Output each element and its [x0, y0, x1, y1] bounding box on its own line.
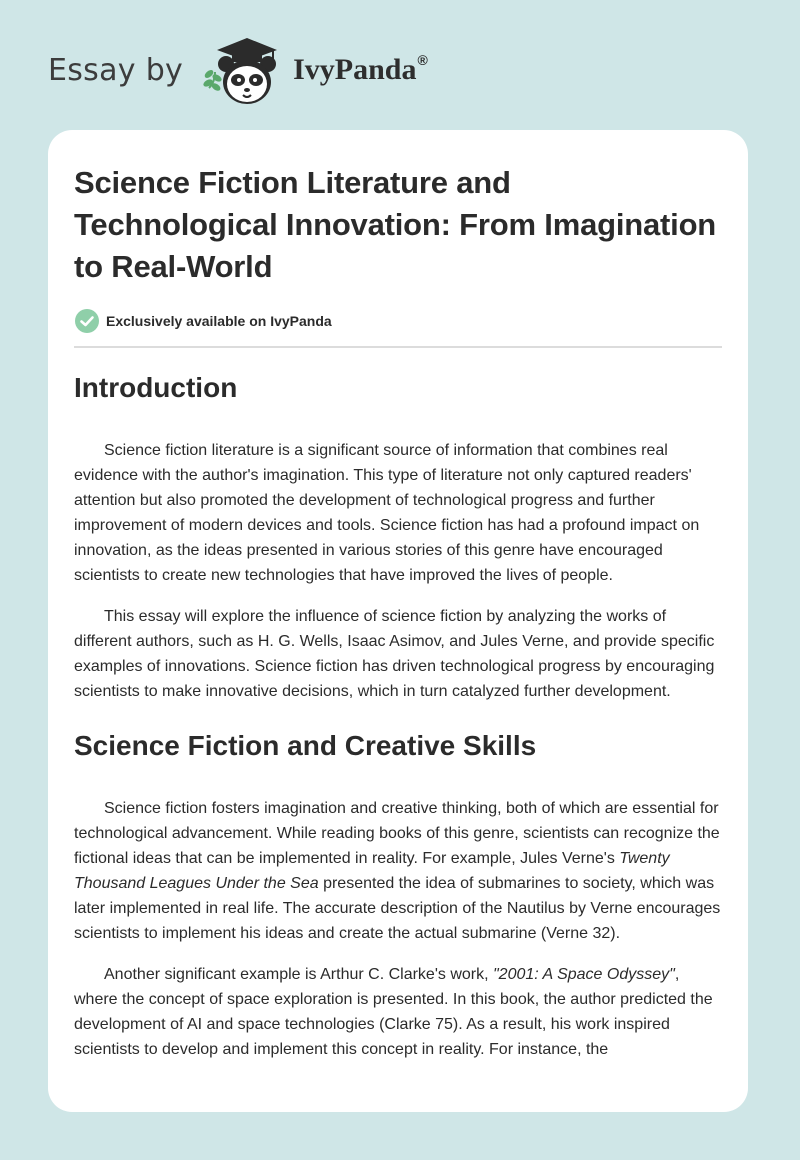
- panda-logo-icon: [199, 30, 287, 110]
- book-title: "2001: A Space Odyssey": [492, 966, 675, 983]
- paragraph: This essay will explore the influence of science fiction by analyzing the works of different authors, such as H. G. Wells, Isaac Asimov, and Jules Verne, and provide specific examples of innovations. Science fiction has driven technological progress by encouraging scientists to make innovative decisions, which in turn catalyzed further development.: [74, 608, 715, 700]
- paragraph-text: Science fiction fosters imagination and creative thinking, both of which are essential for technological advancement. While reading books of this genre, scientists can recognize the fictional ideas that can be implemented in reality. For example, Jules Verne's: [74, 800, 720, 867]
- essay-card: [48, 130, 748, 1112]
- exclusive-badge-label: Exclusively available on IvyPanda: [106, 313, 332, 329]
- essay-title: Science Fiction Literature and Technological Innovation: From Imagination to Real-World: [74, 165, 717, 284]
- paragraph: Science fiction literature is a significant source of information that combines real evidence with the author's imagination. This type of literature not only captured readers' attention but also promoted the development of technological progress and further improvement of modern devices and tools. Science fiction has had a profound impact on innovation, as the ideas presented in various stories of this genre have encouraged scientists to create new technologies that have improved the lives of people.: [74, 442, 700, 584]
- registered-mark: ®: [417, 52, 428, 68]
- paragraph: [74, 962, 722, 1062]
- ivypanda-wordmark: [293, 53, 428, 87]
- paragraph-text: presented the idea of submarines to society, which was later implemented in real life. The accurate description of the Nautilus by Verne encourages scientists to implement his ideas and create the actual submarine (Verne 32).: [74, 875, 721, 942]
- section-heading: Science Fiction and Creative Skills: [74, 730, 537, 761]
- paragraph: [74, 796, 722, 946]
- title-divider: [74, 346, 722, 348]
- site-header: [48, 30, 428, 110]
- checkmark-circle-icon: [74, 308, 100, 334]
- essay-by-label: Essay by: [48, 52, 184, 88]
- brand-name-text: IvyPanda: [293, 53, 417, 86]
- exclusive-badge: [74, 308, 722, 334]
- section-creative-skills: [74, 728, 722, 1062]
- book-title: Twenty Thousand Leagues Under the Sea: [74, 850, 670, 892]
- paragraph-text: , where the concept of space exploration is presented. In this book, the author predicted the development of AI and space technologies (Clarke 75). As a result, his work inspired scientists to develop and implement this concept in reality. For instance, the: [74, 966, 713, 1058]
- section-introduction: [74, 370, 722, 704]
- section-heading: Introduction: [74, 372, 238, 403]
- paragraph-text: Another significant example is Arthur C. Clarke's work,: [104, 966, 493, 983]
